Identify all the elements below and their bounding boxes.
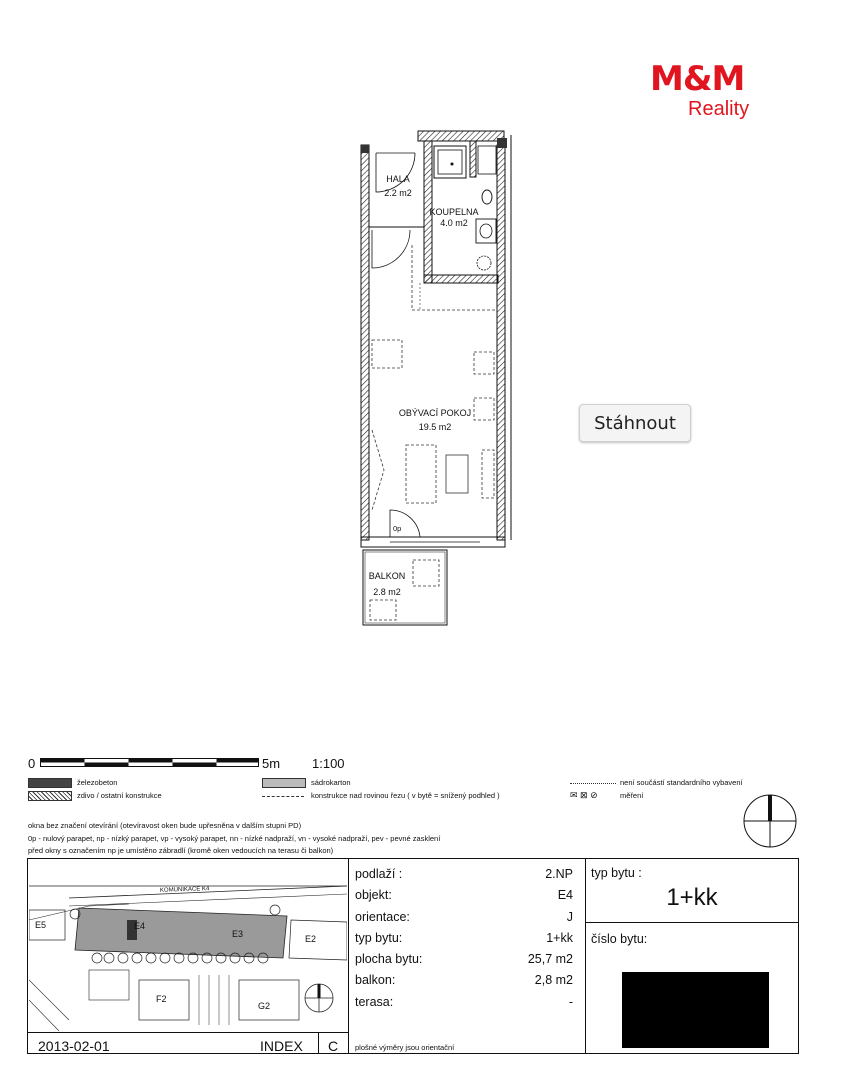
legend-zdivo: zdivo / ostatní konstrukce <box>77 791 162 800</box>
site-label-e5: E5 <box>35 920 47 930</box>
site-map <box>29 880 347 1031</box>
note-3: před okny s označením np je umístěno zábradlí (kromě oken vedoucích na terasu či balkon) <box>28 846 334 855</box>
room-label-obyvaci-pokoj: OBÝVACÍ POKOJ 19.5 m2 <box>398 408 472 432</box>
window-code: 0p <box>393 524 402 533</box>
legend-line-konstrukce <box>262 796 304 797</box>
info-row: balkon: 2,8 m2 <box>355 973 573 988</box>
download-button[interactable]: Stáhnout <box>579 404 691 442</box>
scale-zero: 0 <box>28 756 36 771</box>
room-label-koupelna: KOUPELNA 4.0 m2 <box>429 207 479 228</box>
measure-icons: ✉ ⊠ ⊘ <box>570 790 598 800</box>
index-label: INDEX <box>260 1038 303 1054</box>
brand-logo-subtitle: Reality <box>688 98 750 120</box>
legend-konstrukce: konstrukce nad rovinou řezu ( v bytě = snížený podhled ) <box>311 791 500 800</box>
site-label-e4: E4 <box>134 921 146 931</box>
title-block-divider-3 <box>585 922 799 923</box>
apartment-info <box>350 864 583 1013</box>
redacted-apartment-number <box>622 972 769 1048</box>
site-label-f2: F2 <box>156 994 167 1004</box>
legend-swatch-zdivo <box>28 791 72 801</box>
site-label-g2: G2 <box>258 1001 271 1011</box>
site-label-e3: E3 <box>232 929 244 939</box>
title-block-divider-4 <box>27 1032 349 1033</box>
info-row: typ bytu: 1+kk <box>355 930 573 945</box>
legend-neni: není součástí standardního vybavení <box>620 778 743 787</box>
legend-mereni: měření <box>620 791 644 800</box>
brand-logo: M&M <box>650 59 745 99</box>
legend-swatch-zelezobeton <box>28 778 72 788</box>
legend-zelezobeton: železobeton <box>77 778 118 787</box>
scale-bar <box>40 758 260 768</box>
typ-bytu-value: 1+kk <box>666 884 718 911</box>
typ-bytu-label: typ bytu : <box>591 866 642 880</box>
note-1: okna bez značení otevírání (otevíravost oken bude upřesněna v dalším stupni PD) <box>28 821 302 830</box>
note-2: 0p - nulový parapet, np - nízký parapet, vp - vysoký parapet, nn - nízké nadpraží, vn - vysoké nadpraží, pev - pevné zasklení <box>28 834 441 843</box>
legend-sadrokarton: sádrokarton <box>311 778 351 787</box>
title-block-divider-1 <box>348 858 349 1054</box>
cislo-bytu-label: číslo bytu: <box>591 932 648 946</box>
legend-swatch-sadrokarton <box>262 778 306 788</box>
area-note: plošné výměry jsou orientační <box>355 1043 455 1052</box>
info-row: plocha bytu: 25,7 m2 <box>355 952 573 967</box>
info-row: podlaží : 2.NP <box>355 867 573 881</box>
info-row: terasa: - <box>355 994 573 1009</box>
info-row: orientace: J <box>355 909 573 924</box>
scale-five: 5m <box>262 756 281 771</box>
index-value: C <box>328 1038 339 1054</box>
date: 2013-02-01 <box>38 1038 110 1054</box>
floor-plan <box>355 125 515 630</box>
north-arrow-icon <box>741 792 799 850</box>
site-road-label: KOMUNIKACE K4 <box>159 886 210 894</box>
footer-divider <box>318 1032 319 1054</box>
room-label-hala: HALA 2.2 m2 <box>384 174 412 198</box>
room-label-balkon: BALKON 2.8 m2 <box>368 571 406 597</box>
scale-ratio: 1:100 <box>312 756 345 771</box>
site-label-e2: E2 <box>305 934 317 944</box>
info-row: objekt: E4 <box>355 888 573 903</box>
legend-line-neni <box>570 783 616 784</box>
